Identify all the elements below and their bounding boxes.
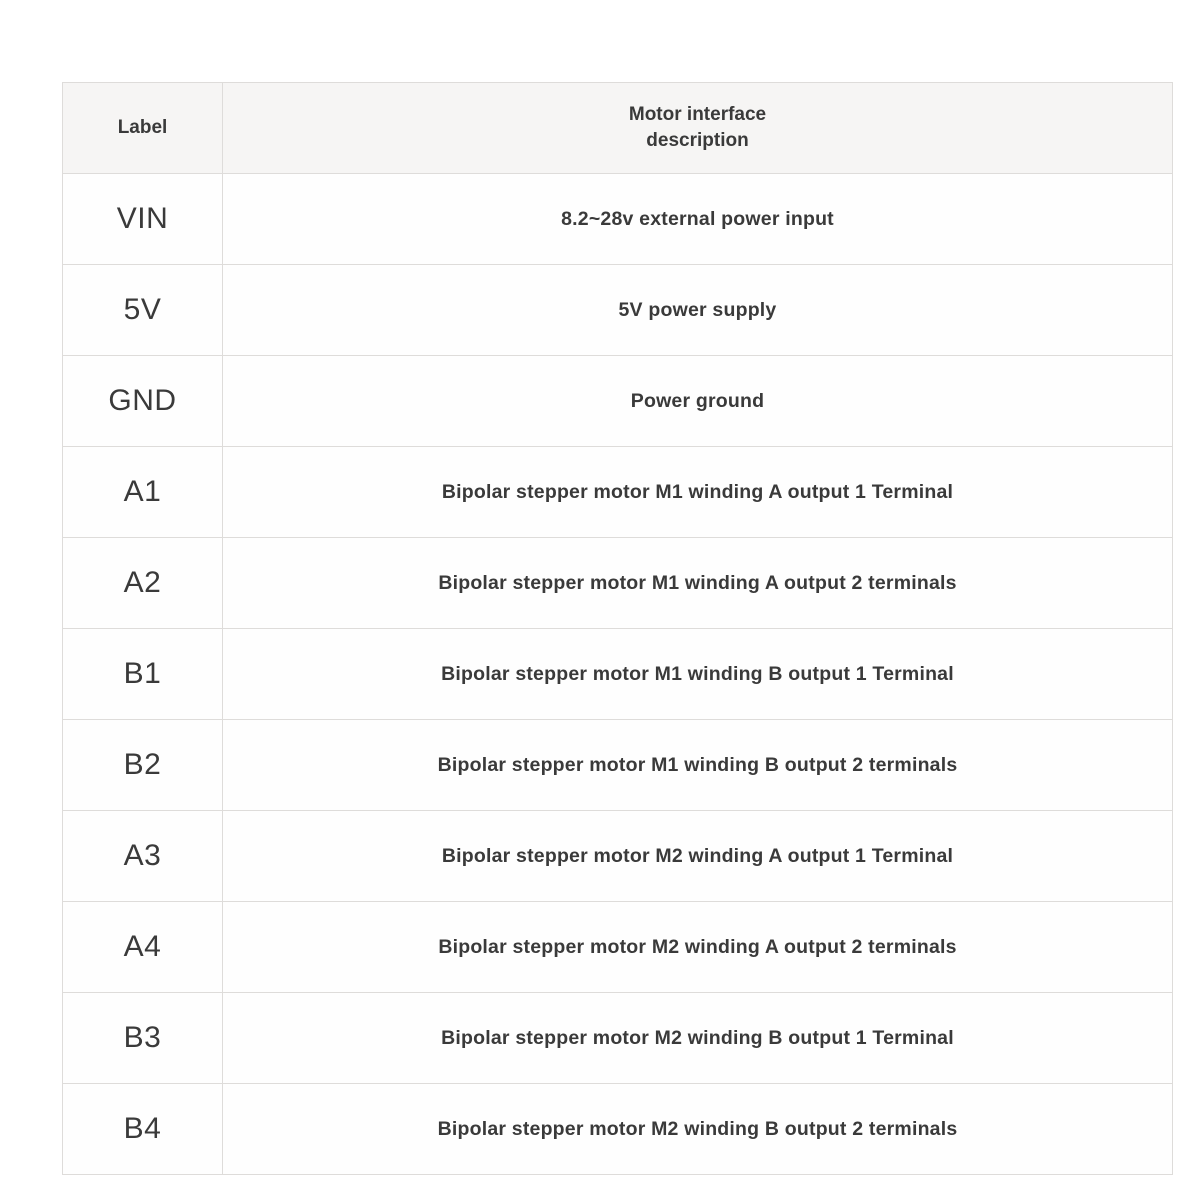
pin-label: B4 — [63, 1084, 223, 1175]
pin-description: Bipolar stepper motor M1 winding A output 1 Terminal — [223, 447, 1173, 538]
table-row — [63, 538, 1173, 629]
pin-description: Bipolar stepper motor M1 winding B output 2 terminals — [223, 720, 1173, 811]
pin-description: 5V power supply — [223, 265, 1173, 356]
table-row — [63, 993, 1173, 1084]
pin-label: B2 — [63, 720, 223, 811]
pin-description: Bipolar stepper motor M2 winding A output 1 Terminal — [223, 811, 1173, 902]
pin-label: VIN — [63, 174, 223, 265]
pin-label: B1 — [63, 629, 223, 720]
table-row — [63, 629, 1173, 720]
header-description-line1: Motor interface — [628, 104, 767, 126]
motor-interface-table — [62, 82, 1173, 1175]
header-cell-label — [63, 83, 223, 174]
table-row — [63, 265, 1173, 356]
table-row — [63, 811, 1173, 902]
pin-description: Bipolar stepper motor M2 winding B output 2 terminals — [223, 1084, 1173, 1175]
pin-description: 8.2~28v external power input — [223, 174, 1173, 265]
header-description-line2: description — [646, 130, 749, 151]
header-row — [63, 83, 1173, 174]
pin-label: B3 — [63, 993, 223, 1084]
table-row — [63, 720, 1173, 811]
header-label-text: Label — [117, 117, 168, 139]
table-row — [63, 447, 1173, 538]
pin-description: Bipolar stepper motor M2 winding A output 2 terminals — [223, 902, 1173, 993]
pin-description: Bipolar stepper motor M1 winding B output 1 Terminal — [223, 629, 1173, 720]
table-row — [63, 902, 1173, 993]
table-row — [63, 356, 1173, 447]
pin-description: Power ground — [223, 356, 1173, 447]
pin-label: A4 — [63, 902, 223, 993]
table-row — [63, 174, 1173, 265]
header-cell-description — [223, 83, 1173, 174]
table-row — [63, 1084, 1173, 1175]
pin-description: Bipolar stepper motor M1 winding A output 2 terminals — [223, 538, 1173, 629]
pin-description: Bipolar stepper motor M2 winding B output 1 Terminal — [223, 993, 1173, 1084]
pin-label: GND — [63, 356, 223, 447]
pin-label: 5V — [63, 265, 223, 356]
pin-label: A3 — [63, 811, 223, 902]
pin-label: A2 — [63, 538, 223, 629]
pin-label: A1 — [63, 447, 223, 538]
